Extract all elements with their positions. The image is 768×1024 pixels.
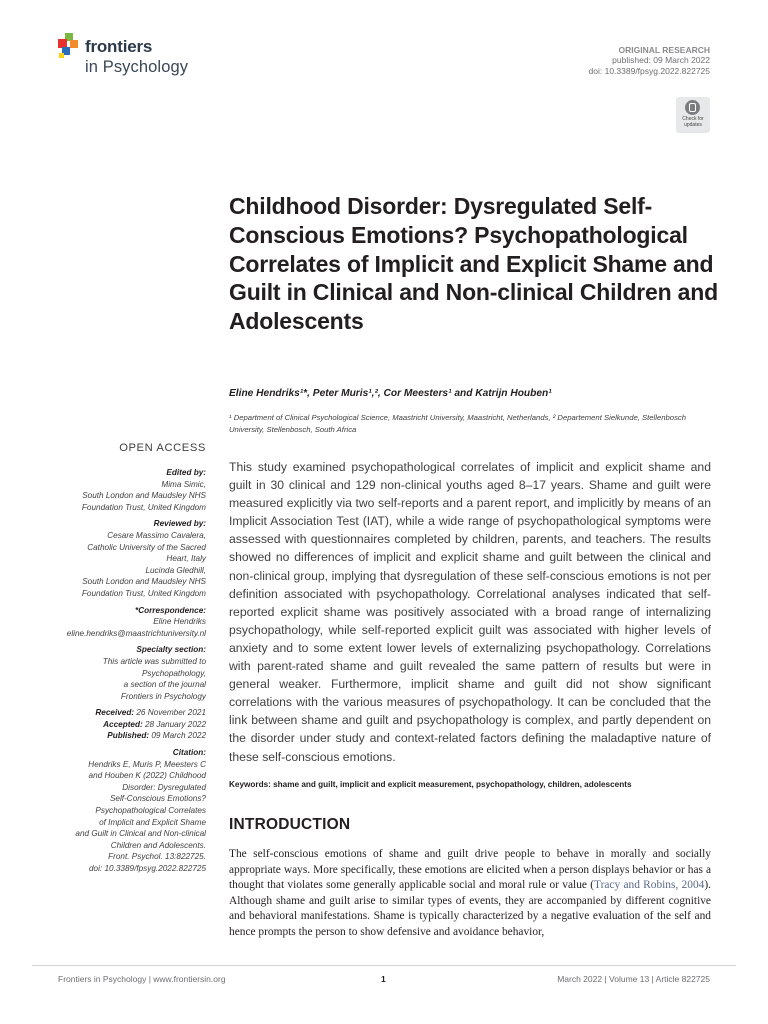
correspondence-section: *Correspondence: Eline Hendriks eline.hendriks@maastrichtuniversity.nl — [58, 605, 206, 640]
abstract: This study examined psychopathological correlates of implicit and explicit shame and guilt in 30 clinical and 129 non-clinical youths aged 8–17 years. Shame and guilt were measured explicitly via two self-reports and a parent report, and implicitly by means of an Implicit Association Test (IAT), while a wide range of psychopathological symptoms were assessed with questionnaires completed by children, parents, and teachers. The results showed no differences of implicit and explicit shame and guilt between the clinical and non-clinical group, implying that dysregulation of these self-conscious emotions is not per definition associated with psychopathology. Correlational analyses indicated that self-reported explicit shame was positively associated with a broad range of internalizing psychopathology, while self-reported explicit guilt was associated with higher levels of anxiety and to some extent lower levels of externalizing psychopathology. Correlations with parent-rated shame and guilt revealed the same pattern of results but were in general weaker. Furthermore, implicit shame and guilt did not show significant correlations with the various measures of psychopathology. It can be concluded that the link between shame and guilt and psychopathology is complex, and partly dependent on the disorder under study and context-related factors defining the maladaptive nature of these self-conscious emotions. — [229, 460, 711, 764]
published-date: published: 09 March 2022 — [612, 55, 710, 66]
check-for-updates-badge[interactable]: Check for updates — [676, 97, 710, 133]
article-meta — [589, 45, 710, 76]
article-title: Childhood Disorder: Dysregulated Self-Conscious Emotions? Psychopathological Correlates of Implicit and Explicit Shame and Guilt in Clinical and Non-clinical Children and Adolescents — [229, 193, 718, 335]
check-updates-icon — [685, 100, 700, 115]
specialty-section: Specialty section: This article was submitted to Psychopathology, a section of the journal Frontiers in Psychology — [102, 645, 206, 701]
article-doi[interactable]: doi: 10.3389/fpsyg.2022.822725 — [588, 65, 710, 76]
edited-by-section: Edited by: Mima Simic, South London and Maudsley NHS Foundation Trust, United Kingdom — [81, 468, 206, 512]
dates-section: Received: 26 November 2021 Accepted: 28 January 2022 Published: 09 March 2022 — [95, 708, 206, 741]
citation-section: Citation: Hendriks E, Muris P, Meesters C and Houben K (2022) Childhood Disorder: Dysregulated Self-Conscious Emotions? Psychopathological Correlates of Implicit and Explicit Shame and Guilt in Clinical and Non-clinical Children and Adolescents. Front. Psychol. 13:822725. doi: 10.3389/fpsyg.2022.822725 — [75, 748, 206, 873]
page-number: 1 — [381, 974, 386, 984]
reviewed-by-section: Reviewed by: Cesare Massimo Cavalera, Catholic University of the Sacred Heart, Italy Lucinda Gledhill, South London and Maudsley NHS Foundation Trust, United Kingdom — [81, 519, 206, 598]
affiliations: ¹ Department of Clinical Psychological Science, Maastricht University, Maastricht, Netherlands, ² Departement Sielkunde, Stellenbosch University, Stellenbosch, South Africa — [229, 413, 687, 434]
frontiers-logo-icon — [58, 33, 80, 59]
journal-logo[interactable] — [58, 33, 208, 81]
footer-journal[interactable]: Frontiers in Psychology | www.frontiersin.org — [58, 974, 226, 984]
brand-journal: in Psychology — [85, 58, 189, 76]
article-sidebar — [58, 441, 206, 880]
citation-link[interactable]: Tracy and Robins, 2004 — [594, 879, 705, 891]
open-access-label: OPEN ACCESS — [119, 442, 206, 454]
author-list[interactable]: Eline Hendriks¹*, Peter Muris¹,², Cor Meesters¹ and Katrijn Houben¹ — [229, 388, 552, 399]
section-heading-introduction: INTRODUCTION — [229, 816, 351, 833]
brand-frontiers: frontiers — [85, 37, 153, 56]
footer-issue: March 2022 | Volume 13 | Article 822725 — [557, 974, 710, 984]
article-type: ORIGINAL RESEARCH — [618, 45, 710, 55]
keywords: Keywords: shame and guilt, implicit and explicit measurement, psychopathology, children, adolescents — [229, 780, 632, 789]
introduction-body: The self-conscious emotions of shame and guilt drive people to behave in morally and socially appropriate ways. More specifically, these emotions are elicited when a person displays behavior or has a thought that violates some generally applicable social and moral rule or value (Tracy and Robins, 2004). Although shame and guilt arise to similar types of events, they are accompanied by different cognitive and behavioral manifestations. Shame is typically characterized by a negative evaluation of the self and hence prompts the person to show defensive and avoidance behavior, — [229, 848, 711, 938]
footer-divider — [32, 965, 736, 966]
correspondence-email[interactable]: eline.hendriks@maastrichtuniversity.nl — [66, 628, 206, 638]
